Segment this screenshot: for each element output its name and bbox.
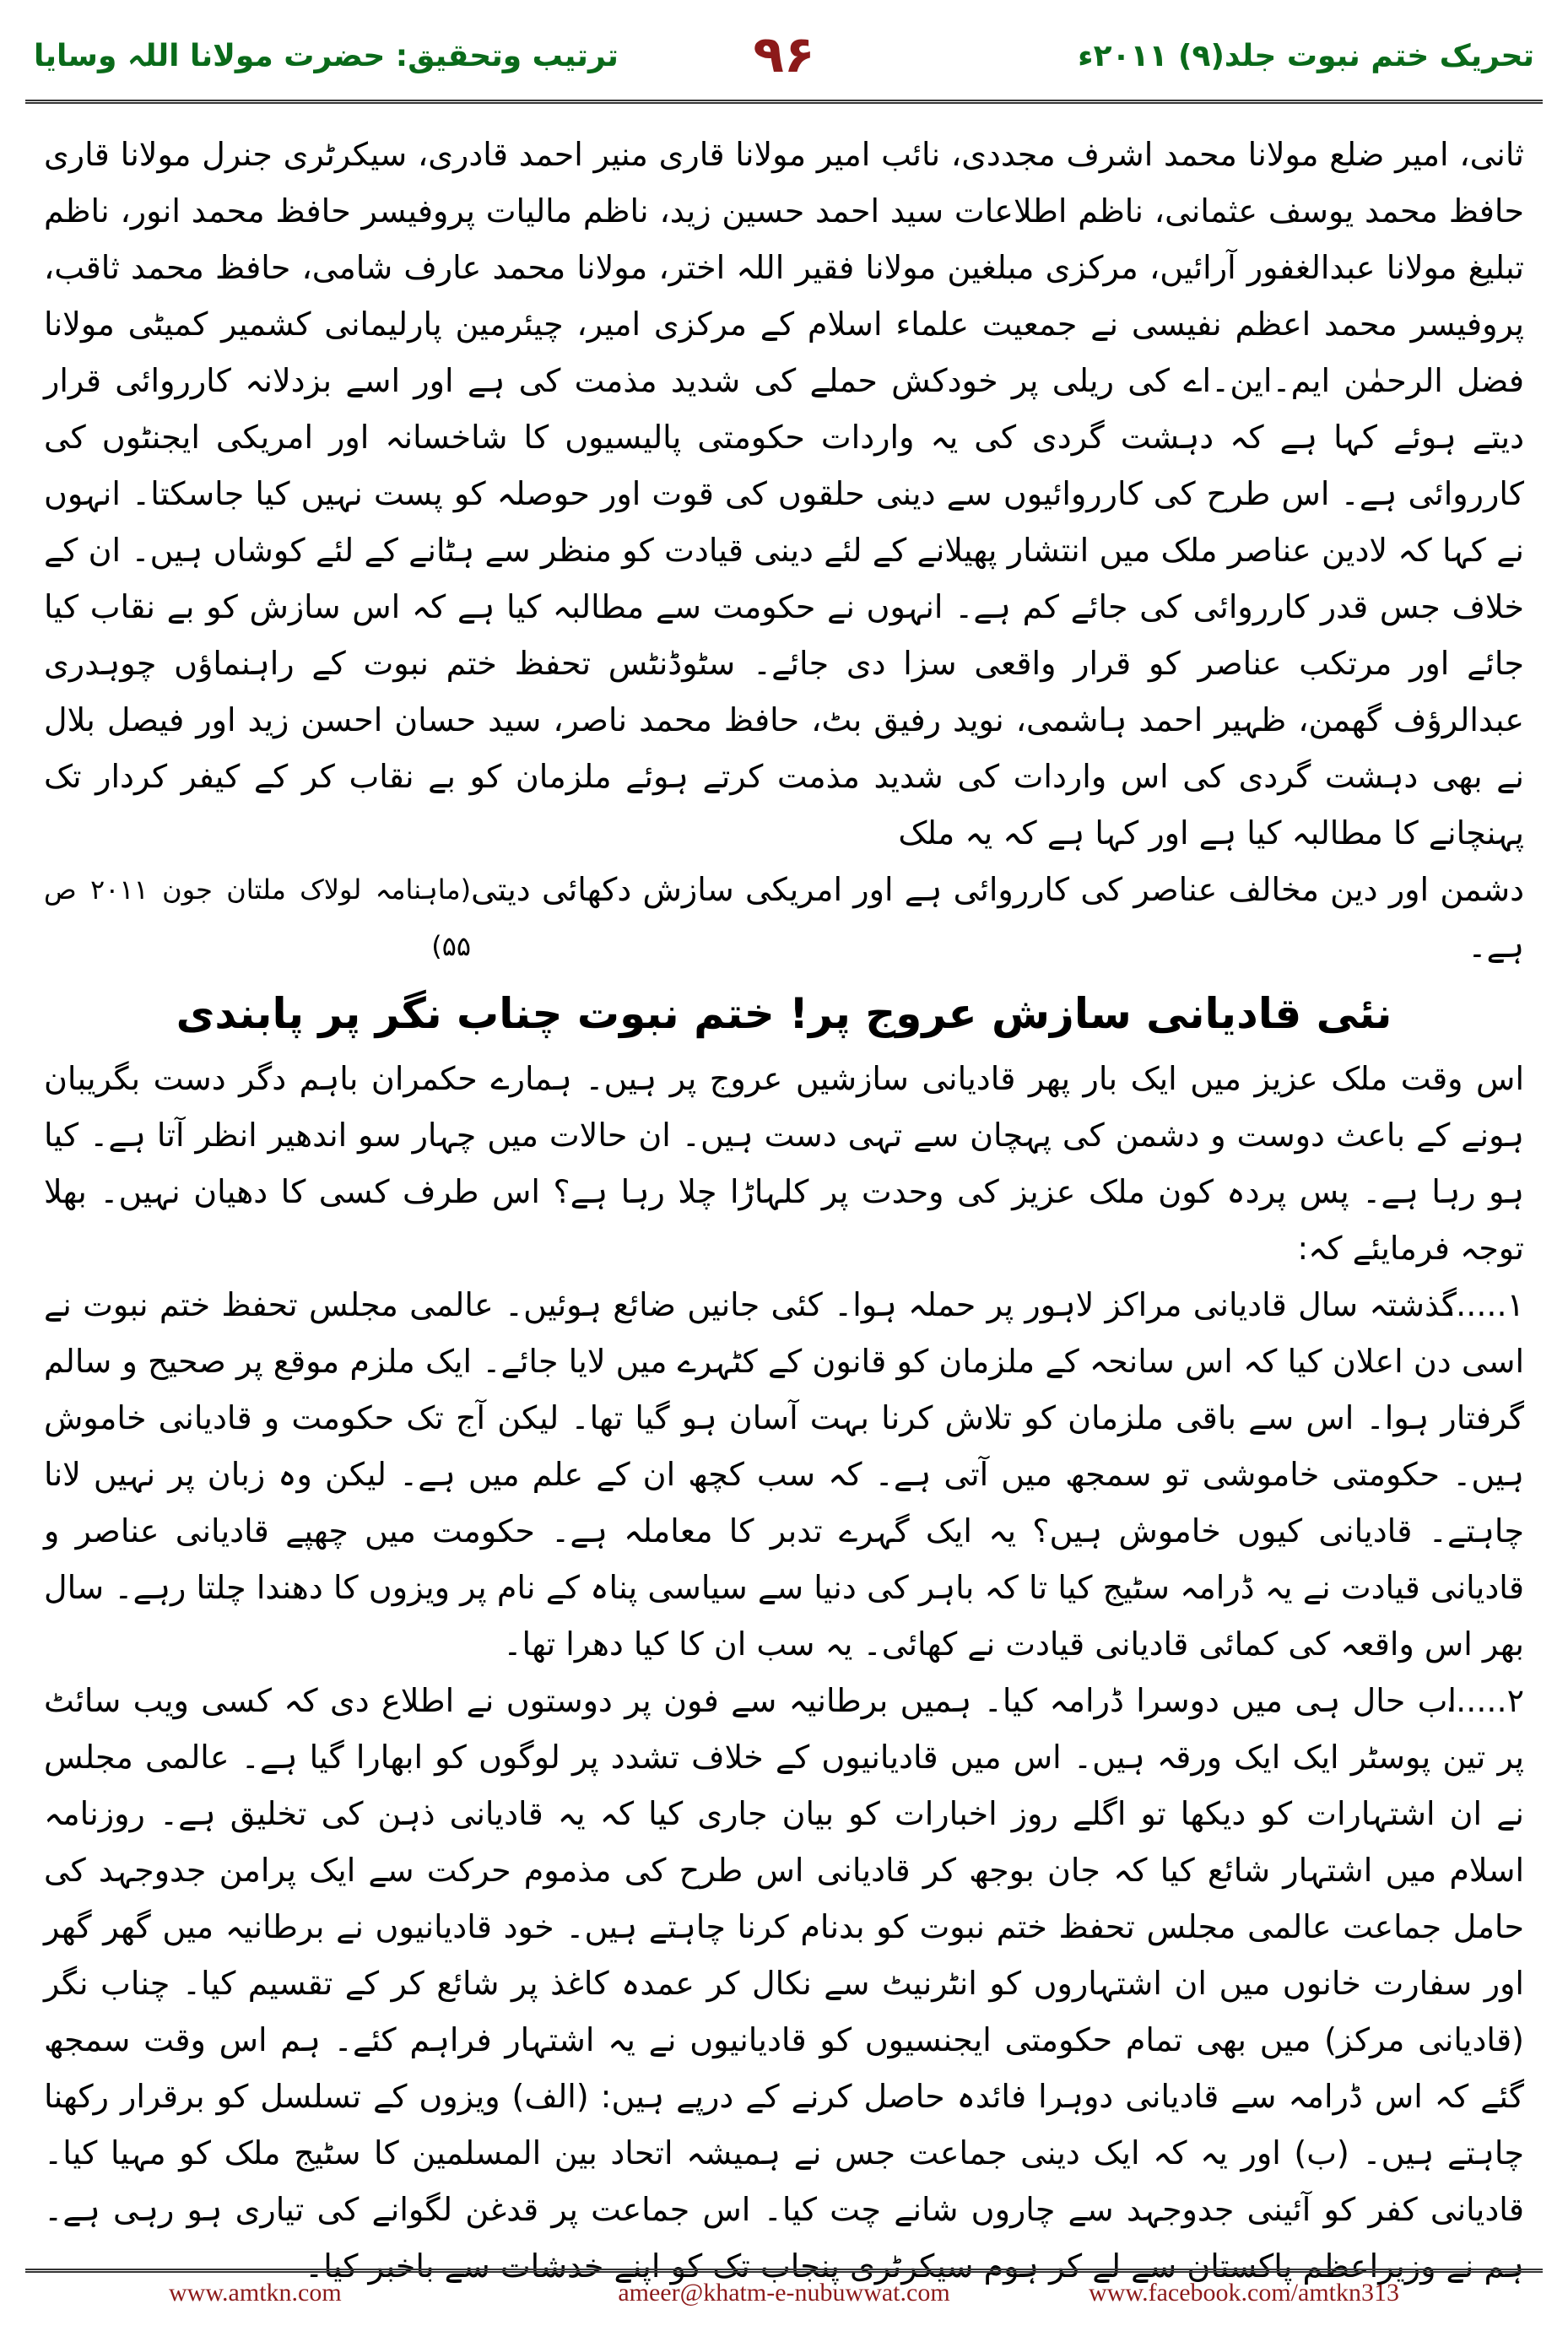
item-1-number: ۱...... [1446,1286,1524,1323]
article2-item-2 [44,1673,1524,2295]
article1-closing-line [44,862,1524,975]
page-number: ۹۶ [753,25,815,84]
website-link[interactable]: www.amtkn.com [169,2279,342,2307]
page-header [25,24,1543,100]
article2-intro: اس وقت ملک عزیز میں ایک بار پھر قادیانی سازشیں عروج پر ہیں۔ ہمارے حکمران باہم دگر دست بگریبان ہونے کے باعث دوست و دشمن کی پہچان سے تہی دست ہیں۔ ان حالات میں چہار سو اندھیر انظر آتا ہے۔ کیا ہو رہا ہے۔ پس پردہ کون ملک عزیز کی وحدت پر کلہاڑا چلا رہا ہے؟ اس طرف کسی کا دھیان نہیں۔ بھلا توجہ فرمایئے کہ: [44,1060,1524,1267]
page-footer [25,2279,1543,2321]
footer-divider [25,2269,1543,2273]
article1-last-line: دشمن اور دین مخالف عناصر کی کارروائی ہے اور امریکی سازش دکھائی دیتی ہے۔ [471,871,1524,965]
article2-heading: نئی قادیانی سازش عروج پر! ختم نبوت چناب نگر پر پابندی [176,989,1392,1038]
email-link[interactable]: ameer@khatm-e-nubuwwat.com [618,2279,950,2307]
item-2-text: اب حال ہی میں دوسرا ڈرامہ کیا۔ ہمیں برطانیہ سے فون پر دوستوں نے اطلاع دی کہ کسی ویب سائٹ پر تین پوسٹر ایک ایک ورقہ ہیں۔ اس میں قادیانیوں کے خلاف تشدد پر لوگوں کو ابھارا گیا ہے۔ عالمی مجلس نے ان اشتہارات کو دیکھا تو اگلے روز اخبارات کو بیان جاری کیا کہ یہ قادیانی ذہن کی تخلیق ہے۔ روزنامہ اسلام میں اشتہار شائع کیا کہ جان بوجھ کر قادیانی اس طرح کی مذموم حرکت سے ایک پرامن جدوجہد کی حامل جماعت عالمی مجلس تحفظ ختم نبوت کو بدنام کرنا چاہتے ہیں۔ خود قادیانیوں نے برطانیہ میں گھر گھر اور سفارت خانوں میں ان اشتہاروں کو انٹرنیٹ سے نکال کر عمدہ کاغذ پر شائع کر کے تقسیم کیا۔ چناب نگر (قادیانی مرکز) میں بھی تمام حکومتی ایجنسیوں کو قادیانیوں نے یہ اشتہار فراہم کئے۔ ہم اس وقت سمجھ گئے کہ اس ڈرامہ سے قادیانی دوہرا فائدہ حاصل کرنے کے درپے ہیں: (الف) ویزوں کے تسلسل کو برقرار رکھنا چاہتے ہیں۔ (ب) اور یہ کہ ایک دینی جماعت جس نے ہمیشہ اتحاد بین المسلمین کا سٹیج ملک کو مہیا کیا۔ قادیانی کفر کو آئینی جدوجہد سے چاروں شانے چت کیا۔ اس جماعت پر قدغن لگوانے کی تیاری ہو رہی ہے۔ ہم نے وزیراعظم پاکستان سے لے کر ہوم سیکرٹری پنجاب تک کو اپنے خدشات سے باخبر کیا۔ [44,1682,1524,2285]
item-1-text: گذشتہ سال قادیانی مراکز لاہور پر حملہ ہوا۔ کئی جانیں ضائع ہوئیں۔ عالمی مجلس تحفظ ختم نبوت نے اسی دن اعلان کیا کہ اس سانحہ کے ملزمان کو قانون کے کٹہرے میں لایا جائے۔ ایک ملزم موقع پر صحیح و سالم گرفتار ہوا۔ اس سے باقی ملزمان کو تلاش کرنا بہت آسان ہو گیا تھا۔ لیکن آج تک حکومت و قادیانی خاموش ہیں۔ حکومتی خاموشی تو سمجھ میں آتی ہے۔ کہ سب کچھ ان کے علم میں ہے۔ لیکن وہ زبان پر نہیں لانا چاہتے۔ قادیانی کیوں خاموش ہیں؟ یہ ایک گہرے تدبر کا معاملہ ہے۔ حکومت میں چھپے قادیانی عناصر و قادیانی قیادت نے یہ ڈرامہ سٹیج کیا تا کہ باہر کی دنیا سے سیاسی پناہ کے نام پر ویزوں کا دھندا چلتا رہے۔ سال بھر اس واقعہ کی کمائی قادیانی قیادت نے کھائی۔ یہ سب ان کا کیا دھرا تھا۔ [44,1286,1524,1663]
article1-source: (ماہنامہ لولاک ملتان جون ۲۰۱۱ ص ۵۵) [44,874,472,962]
article2-item-1 [44,1277,1524,1673]
article1-paragraph: ثانی، امیر ضلع مولانا محمد اشرف مجددی، نائب امیر مولانا قاری منیر احمد قادری، سیکرٹری جنرل مولانا قاری حافظ محمد یوسف عثمانی، ناظم اطلاعات سید احمد حسین زید، ناظم مالیات پروفیسر حافظ محمد انور، ناظم تبلیغ مولانا عبدالغفور آرائیں، مرکزی مبلغین مولانا فقیر اللہ اختر، مولانا محمد عارف شامی، حافظ محمد ثاقب، پروفیسر محمد اعظم نفیسی نے جمعیت علماء اسلام کے مرکزی امیر، چیئرمین پارلیمانی کشمیر کمیٹی مولانا فضل الرحمٰن ایم۔این۔اے کی ریلی پر خودکش حملے کی شدید مذمت کی ہے اور اسے بزدلانہ کارروائی قرار دیتے ہوئے کہا ہے کہ دہشت گردی کی یہ واردات حکومتی پالیسیوں کا شاخسانہ اور امریکی ایجنٹوں کی کارروائی ہے۔ اس طرح کی کارروائیوں سے دینی حلقوں کی قوت اور حوصلہ کو پست نہیں کیا جاسکتا۔ انہوں نے کہا کہ لادین عناصر ملک میں انتشار پھیلانے کے لئے دینی قیادت کو منظر سے ہٹانے کے لئے کوشاں ہیں۔ ان کے خلاف جس قدر کارروائی کی جائے کم ہے۔ انہوں نے حکومت سے مطالبہ کیا ہے کہ اس سازش کو بے نقاب کیا جائے اور مرتکب عناصر کو قرار واقعی سزا دی جائے۔ سٹوڈنٹس تحفظ ختم نبوت کے راہنماؤں چوہدری عبدالرؤف گھمن، ظہیر احمد ہاشمی، نوید رفیق بٹ، حافظ محمد ناصر، سید حسان احسن زید اور فیصل بلال نے بھی دہشت گردی کی اس واردات کی شدید مذمت کرتے ہوئے ملزمان کو بے نقاب کر کے کیفر کردار تک پہنچانے کا مطالبہ کیا ہے اور کہا ہے کہ یہ ملک [44,136,1524,852]
item-2-number: ۲...... [1446,1682,1524,1719]
page-content [44,127,1524,2295]
compiler-credit: ترتیب وتحقیق: حضرت مولانا اللہ وسایا [34,39,619,73]
book-title: تحریک ختم نبوت جلد(۹) ۲۰۱۱ء [1078,39,1534,73]
facebook-link[interactable]: www.facebook.com/amtkn313 [1089,2279,1399,2307]
header-divider [25,100,1543,104]
